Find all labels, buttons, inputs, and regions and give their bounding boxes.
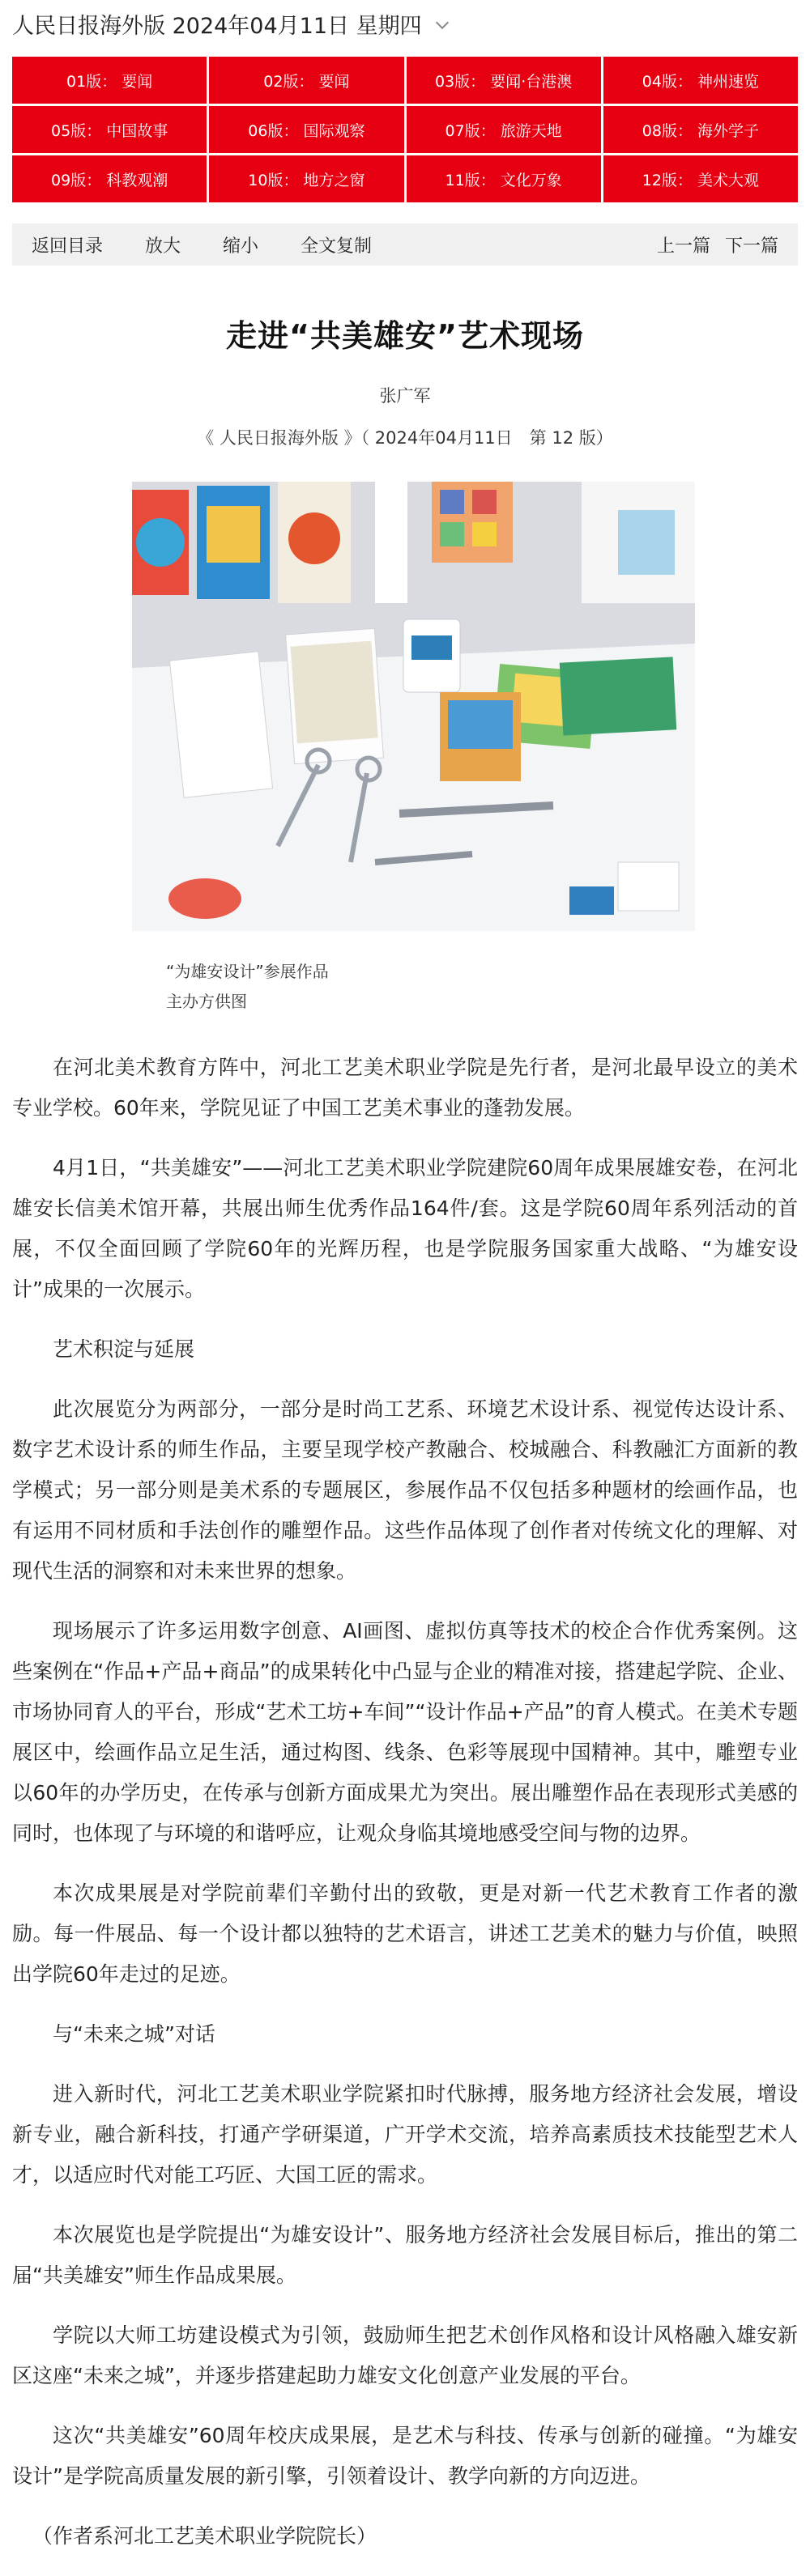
article-toolbar [12, 223, 798, 266]
caption-line-1: “为雄安设计”参展作品 [166, 962, 329, 981]
edition-link-09[interactable]: 09版： 科教观潮 [12, 155, 207, 202]
edition-link-06[interactable]: 06版： 国际观察 [209, 106, 403, 153]
paragraph: 学院以大师工坊建设模式为引领，鼓励师生把艺术创作风格和设计风格融入雄安新区这座“未来之城”，并逐步搭建起助力雄安文化创意产业发展的平台。 [12, 2323, 798, 2387]
back-to-index-link[interactable]: 返回目录 [32, 236, 104, 257]
paragraph: 本次展览也是学院提出“为雄安设计”、服务地方经济社会发展目标后，推出的第二届“共美雄安”师生作品成果展。 [12, 2223, 798, 2287]
paragraph: 现场展示了许多运用数字创意、AI画图、虚拟仿真等技术的校企合作优秀案例。这些案例在“作品+产品+商品”的成果转化中凸显与企业的精准对接，搭建起学院、企业、市场协同育人的平台，形成“艺术工坊+车间”“设计作品+产品”的育人模式。在美术专题展区中，绘画作品立足生活，通过构图、线条、色彩等展现中国精神。其中，雕塑专业以60年的办学历史，在传承与创新方面成果尤为突出。展出雕塑作品在表现形式美感的同时，也体现了与环境的和谐呼应，让观众身临其境地感受空间与物的边界。 [12, 1619, 798, 1845]
caption-line-2: 主办方供图 [166, 992, 247, 1011]
article-source: 《 人民日报海外版 》（ 2024年04月11日 第 12 版） [197, 428, 613, 448]
edition-link-01[interactable]: 01版： 要闻 [12, 57, 207, 104]
edition-link-11[interactable]: 11版： 文化万象 [407, 155, 601, 202]
zoom-out-link[interactable]: 缩小 [223, 236, 259, 257]
paper-date-title[interactable]: 人民日报海外版 2024年04月11日 星期四 [12, 13, 422, 39]
author-note: （作者系河北工艺美术职业学院院长） [32, 2524, 377, 2548]
edition-link-12[interactable]: 12版： 美术大观 [603, 155, 798, 202]
exhibition-photo-illustration [132, 482, 695, 931]
paragraph: 在河北美术教育方阵中，河北工艺美术职业学院是先行者，是河北最早设立的美术专业学校。60年来，学院见证了中国工艺美术事业的蓬勃发展。 [12, 1056, 798, 1120]
edition-link-02[interactable]: 02版： 要闻 [209, 57, 403, 104]
prev-article-link[interactable]: 上一篇 [656, 236, 710, 257]
paragraph: 4月1日，“共美雄安”——河北工艺美术职业学院建院60周年成果展雄安卷，在河北雄安长信美术馆开幕，共展出师生优秀作品164件/套。这是学院60周年系列活动的首展，不仅全面回顾了学院60年的光辉历程，也是学院服务国家重大战略、“为雄安设计”成果的一次展示。 [12, 1156, 798, 1301]
edition-link-03[interactable]: 03版： 要闻·台港澳 [407, 57, 601, 104]
article-photo[interactable] [132, 482, 695, 931]
zoom-in-link[interactable]: 放大 [145, 236, 181, 257]
article-author: 张广军 [379, 386, 431, 406]
article-body [12, 1048, 798, 2557]
toolbar-left-group [12, 232, 414, 257]
edition-link-07[interactable]: 07版： 旅游天地 [407, 106, 601, 153]
paragraph: 此次展览分为两部分，一部分是时尚工艺系、环境艺术设计系、视觉传达设计系、数字艺术设计系的师生作品，主要呈现学校产教融合、校城融合、科教融汇方面新的教学模式；另一部分则是美术系的专题展区，参展作品不仅包括多种题材的绘画作品，也有运用不同材质和手法创作的雕塑作品。这些作品体现了创作者对传统文化的理解、对现代生活的洞察和对未来世界的想象。 [12, 1397, 798, 1583]
paragraph: 这次“共美雄安”60周年校庆成果展，是艺术与科技、传承与创新的碰撞。“为雄安设计”是学院高质量发展的新引擎，引领着设计、教学向新的方向迈进。 [12, 2424, 798, 2488]
article-title: 走进“共美雄安”艺术现场 [226, 318, 584, 354]
photo-caption [166, 957, 810, 1017]
edition-link-04[interactable]: 04版： 神州速览 [603, 57, 798, 104]
chevron-down-icon[interactable] [433, 15, 448, 29]
edition-link-08[interactable]: 08版： 海外学子 [603, 106, 798, 153]
paragraph: 本次成果展是对学院前辈们辛勤付出的致敬，更是对新一代艺术教育工作者的激励。每一件展品、每一个设计都以独特的艺术语言，讲述工艺美术的魅力与价值，映照出学院60年走过的足迹。 [12, 1881, 798, 1986]
edition-link-05[interactable]: 05版： 中国故事 [12, 106, 207, 153]
toolbar-right-group [642, 232, 798, 257]
next-article-link[interactable]: 下一篇 [724, 236, 778, 257]
section-subheading: 艺术积淀与延展 [53, 1337, 195, 1361]
edition-link-10[interactable]: 10版： 地方之窗 [209, 155, 403, 202]
paper-header[interactable] [0, 0, 810, 40]
section-subheading: 与“未来之城”对话 [53, 2022, 215, 2046]
paragraph: 进入新时代，河北工艺美术职业学院紧扣时代脉搏，服务地方经济社会发展，增设新专业，融合新科技，打通产学研渠道，广开学术交流，培养高素质技术技能型艺术人才，以适应时代对能工巧匠、大国工匠的需求。 [12, 2082, 798, 2187]
edition-nav [12, 57, 798, 202]
copy-all-link[interactable]: 全文复制 [301, 236, 373, 257]
